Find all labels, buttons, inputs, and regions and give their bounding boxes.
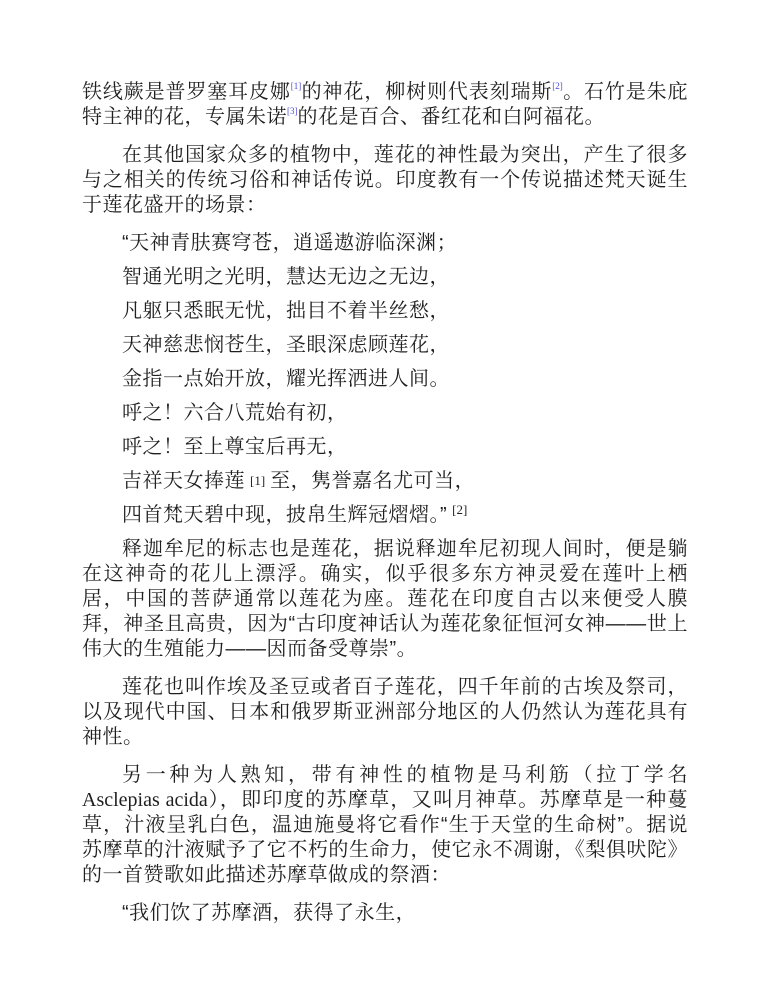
paragraph-soma-plant: [82, 763, 688, 888]
poem-line: “天神青肤赛穹苍，逍遥遨游临深渊；: [122, 232, 458, 254]
text-run: 的花是百合、番红花和白阿福花。: [297, 106, 605, 128]
poem-note-marker-2: [2]: [452, 502, 468, 517]
text-run: ），即印度的苏摩草，又叫月神草。苏摩草是一种蔓草，汁液呈乳白色，温迪施曼将它看作“生于天堂的生命树”。据说苏摩草的汁液赋予了它不朽的生命力，使它永不凋谢，《梨俱吠陀》的一首赞歌如此描述苏摩草做成的祭酒：: [82, 789, 688, 886]
latin-species-name: Asclepias acida: [82, 789, 208, 811]
poem-line: [82, 503, 688, 528]
poem-line: 凡躯只悉眠无忧，拙目不着半丝愁，: [122, 300, 450, 322]
poem-line: 智通光明之光明，慧达无边之无边，: [122, 266, 450, 288]
poem-line: 天神慈悲悯苍生，圣眼深虑顾莲花，: [122, 334, 450, 356]
poem-note-marker-1: [1]: [250, 473, 266, 488]
text-run: 。石竹是朱庇特主神的花，专属朱诺: [82, 81, 689, 128]
paragraph-flower-gods: [82, 80, 688, 130]
poem-line: 金指一点始开放，耀光挥洒进人间。: [122, 368, 450, 390]
paragraph-buddha-lotus: 释迦牟尼的标志也是莲花，据说释迦牟尼初现人间时，便是躺在这神奇的花儿上漂浮。确实，似乎很多东方神灵爱在莲叶上栖居，中国的菩萨通常以莲花为座。莲花在印度自古以来便受人膜拜，神圣且高贵，因为“古印度神话认为莲花象征恒河女神——世上伟大的生殖能力——因而备受尊崇”。: [82, 538, 688, 660]
text-run: 铁线蕨是普罗塞耳皮娜: [82, 81, 291, 103]
footnote-link-3[interactable]: [3]: [287, 106, 298, 116]
poem-line: 呼之！六合八荒始有初，: [122, 402, 348, 424]
poem-line: 呼之！至上尊宝后再无，: [122, 436, 348, 458]
page-text-content: [82, 80, 688, 939]
text-run: 另一种为人熟知，带有神性的植物是马利筋（拉丁学名: [122, 764, 688, 786]
poem-soma-line: “我们饮了苏摩酒，获得了永生，: [122, 902, 417, 924]
paragraph-lotus-names: 莲花也叫作埃及圣豆或者百子莲花，四千年前的古埃及祭司，以及现代中国、日本和俄罗斯亚洲部分地区的人仍然认为莲花具有神性。: [82, 676, 688, 748]
paragraph-lotus-intro: 在其他国家众多的植物中，莲花的神性最为突出，产生了很多与之相关的传统习俗和神话传说。印度教有一个传说描述梵天诞生于莲花盛开的场景：: [82, 144, 688, 216]
footnote-link-1[interactable]: [1]: [290, 81, 302, 91]
text-run: 的神花，柳树则代表刻瑞斯: [301, 81, 553, 103]
text-run: 吉祥天女捧莲: [122, 470, 245, 492]
text-run: 至，隽誉嘉名尤可当，: [270, 470, 476, 492]
text-run: 四首梵天碧中现，披帛生辉冠熠熠。”: [122, 504, 448, 526]
footnote-link-2[interactable]: [2]: [552, 81, 563, 91]
poem-brahma-birth: [82, 231, 688, 528]
poem-line: [82, 469, 688, 494]
